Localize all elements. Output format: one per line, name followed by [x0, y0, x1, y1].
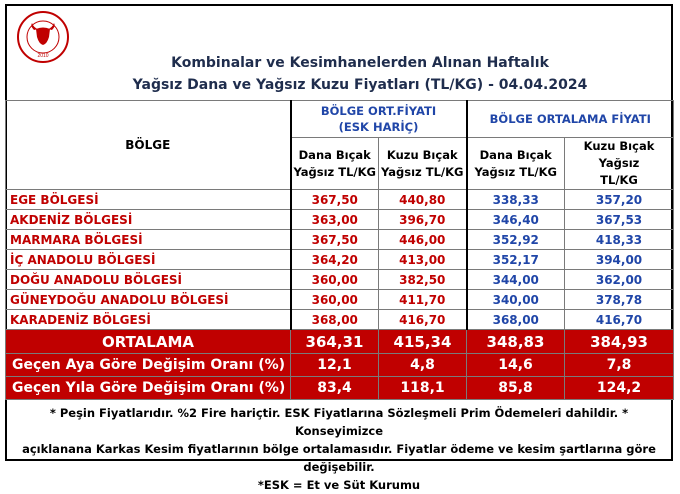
- col-header: [565, 138, 674, 190]
- col-header-line: Kuzu Bıçak: [386, 147, 458, 162]
- value-cell: 360,00: [291, 290, 379, 310]
- region-name: KARADENİZ BÖLGESİ: [6, 310, 291, 330]
- page-title: [80, 52, 640, 96]
- region-name: DOĞU ANADOLU BÖLGESİ: [6, 270, 291, 290]
- value-cell: 440,80: [379, 190, 467, 210]
- value-cell: 367,50: [291, 230, 379, 250]
- change-value: 14,6: [467, 354, 565, 377]
- change-value: 12,1: [291, 354, 379, 377]
- table-row: [6, 250, 674, 270]
- col-header-line: Yağsız TL/KG: [293, 164, 376, 179]
- title-line-1: Kombinalar ve Kesimhanelerden Alınan Haftalık: [171, 55, 549, 71]
- value-cell: 368,00: [467, 310, 565, 330]
- value-cell: 338,33: [467, 190, 565, 210]
- value-cell: 340,00: [467, 290, 565, 310]
- table-row: [6, 230, 674, 250]
- average-value: 384,93: [565, 330, 674, 354]
- value-cell: 344,00: [467, 270, 565, 290]
- monthly-change-row: [6, 354, 674, 377]
- value-cell: 363,00: [291, 210, 379, 230]
- group-header-excl-esk: [291, 101, 467, 138]
- table-row: [6, 270, 674, 290]
- monthly-change-label: Geçen Aya Göre Değişim Oranı (%): [6, 354, 291, 377]
- group1-line2: (ESK HARİÇ): [338, 120, 419, 134]
- table-row: [6, 290, 674, 310]
- value-cell: 357,20: [565, 190, 674, 210]
- region-name: GÜNEYDOĞU ANADOLU BÖLGESİ: [6, 290, 291, 310]
- average-value: 348,83: [467, 330, 565, 354]
- value-cell: 367,50: [291, 190, 379, 210]
- table-row: [6, 310, 674, 330]
- value-cell: 352,17: [467, 250, 565, 270]
- value-cell: 418,33: [565, 230, 674, 250]
- col-header: [467, 138, 565, 190]
- value-cell: 446,00: [379, 230, 467, 250]
- change-value: 85,8: [467, 377, 565, 400]
- value-cell: 364,20: [291, 250, 379, 270]
- col-header: [379, 138, 467, 190]
- average-row: [6, 330, 674, 354]
- region-name: İÇ ANADOLU BÖLGESİ: [6, 250, 291, 270]
- footnote-line-3: *ESK = Et ve Süt Kurumu: [257, 478, 421, 492]
- value-cell: 367,53: [565, 210, 674, 230]
- col-header: [291, 138, 379, 190]
- footnote-line-1: * Peşin Fiyatlarıdır. %2 Fire hariçtir. ESK Fiyatlarına Sözleşmeli Prim Ödemeleri dahildir. * Konseyimizce: [49, 406, 629, 438]
- average-value: 364,31: [291, 330, 379, 354]
- value-cell: 396,70: [379, 210, 467, 230]
- value-cell: 382,50: [379, 270, 467, 290]
- group-header-average: BÖLGE ORTALAMA FİYATI: [467, 101, 674, 138]
- table-row: [6, 210, 674, 230]
- value-cell: 368,00: [291, 310, 379, 330]
- value-cell: 416,70: [565, 310, 674, 330]
- value-cell: 346,40: [467, 210, 565, 230]
- value-cell: 411,70: [379, 290, 467, 310]
- change-value: 83,4: [291, 377, 379, 400]
- col-header-line: TL/KG: [600, 173, 638, 187]
- value-cell: 416,70: [379, 310, 467, 330]
- change-value: 7,8: [565, 354, 674, 377]
- col-header-line: Dana Bıçak: [298, 147, 371, 162]
- logo-year: 2010: [37, 53, 49, 59]
- price-table: [5, 100, 674, 400]
- change-value: 124,2: [565, 377, 674, 400]
- value-cell: 378,78: [565, 290, 674, 310]
- value-cell: 413,00: [379, 250, 467, 270]
- col-header-line: Yağsız TL/KG: [381, 164, 464, 179]
- value-cell: 362,00: [565, 270, 674, 290]
- average-label: ORTALAMA: [6, 330, 291, 354]
- region-name: MARMARA BÖLGESİ: [6, 230, 291, 250]
- col-header-line: Kuzu Bıçak Yağsız: [583, 139, 655, 170]
- change-value: 118,1: [379, 377, 467, 400]
- col-header-line: Dana Bıçak: [479, 147, 552, 162]
- council-logo: [16, 10, 70, 64]
- value-cell: 394,00: [565, 250, 674, 270]
- title-line-2: Yağsız Dana ve Yağsız Kuzu Fiyatları (TL/KG) - 04.04.2024: [132, 77, 588, 93]
- region-header: BÖLGE: [6, 101, 291, 190]
- yearly-change-label: Geçen Yıla Göre Değişim Oranı (%): [6, 377, 291, 400]
- value-cell: 352,92: [467, 230, 565, 250]
- table-row: [6, 190, 674, 210]
- footnotes: [10, 404, 668, 494]
- yearly-change-row: [6, 377, 674, 400]
- footnote-line-2: açıklanana Karkas Kesim fiyatlarının bölge ortalamasıdır. Fiyatlar ödeme ve kesim şartlarına göre değişebilir.: [22, 442, 656, 474]
- region-name: EGE BÖLGESİ: [6, 190, 291, 210]
- region-name: AKDENİZ BÖLGESİ: [6, 210, 291, 230]
- average-value: 415,34: [379, 330, 467, 354]
- change-value: 4,8: [379, 354, 467, 377]
- value-cell: 360,00: [291, 270, 379, 290]
- col-header-line: Yağsız TL/KG: [474, 164, 557, 179]
- group1-line1: BÖLGE ORT.FİYATI: [320, 104, 437, 118]
